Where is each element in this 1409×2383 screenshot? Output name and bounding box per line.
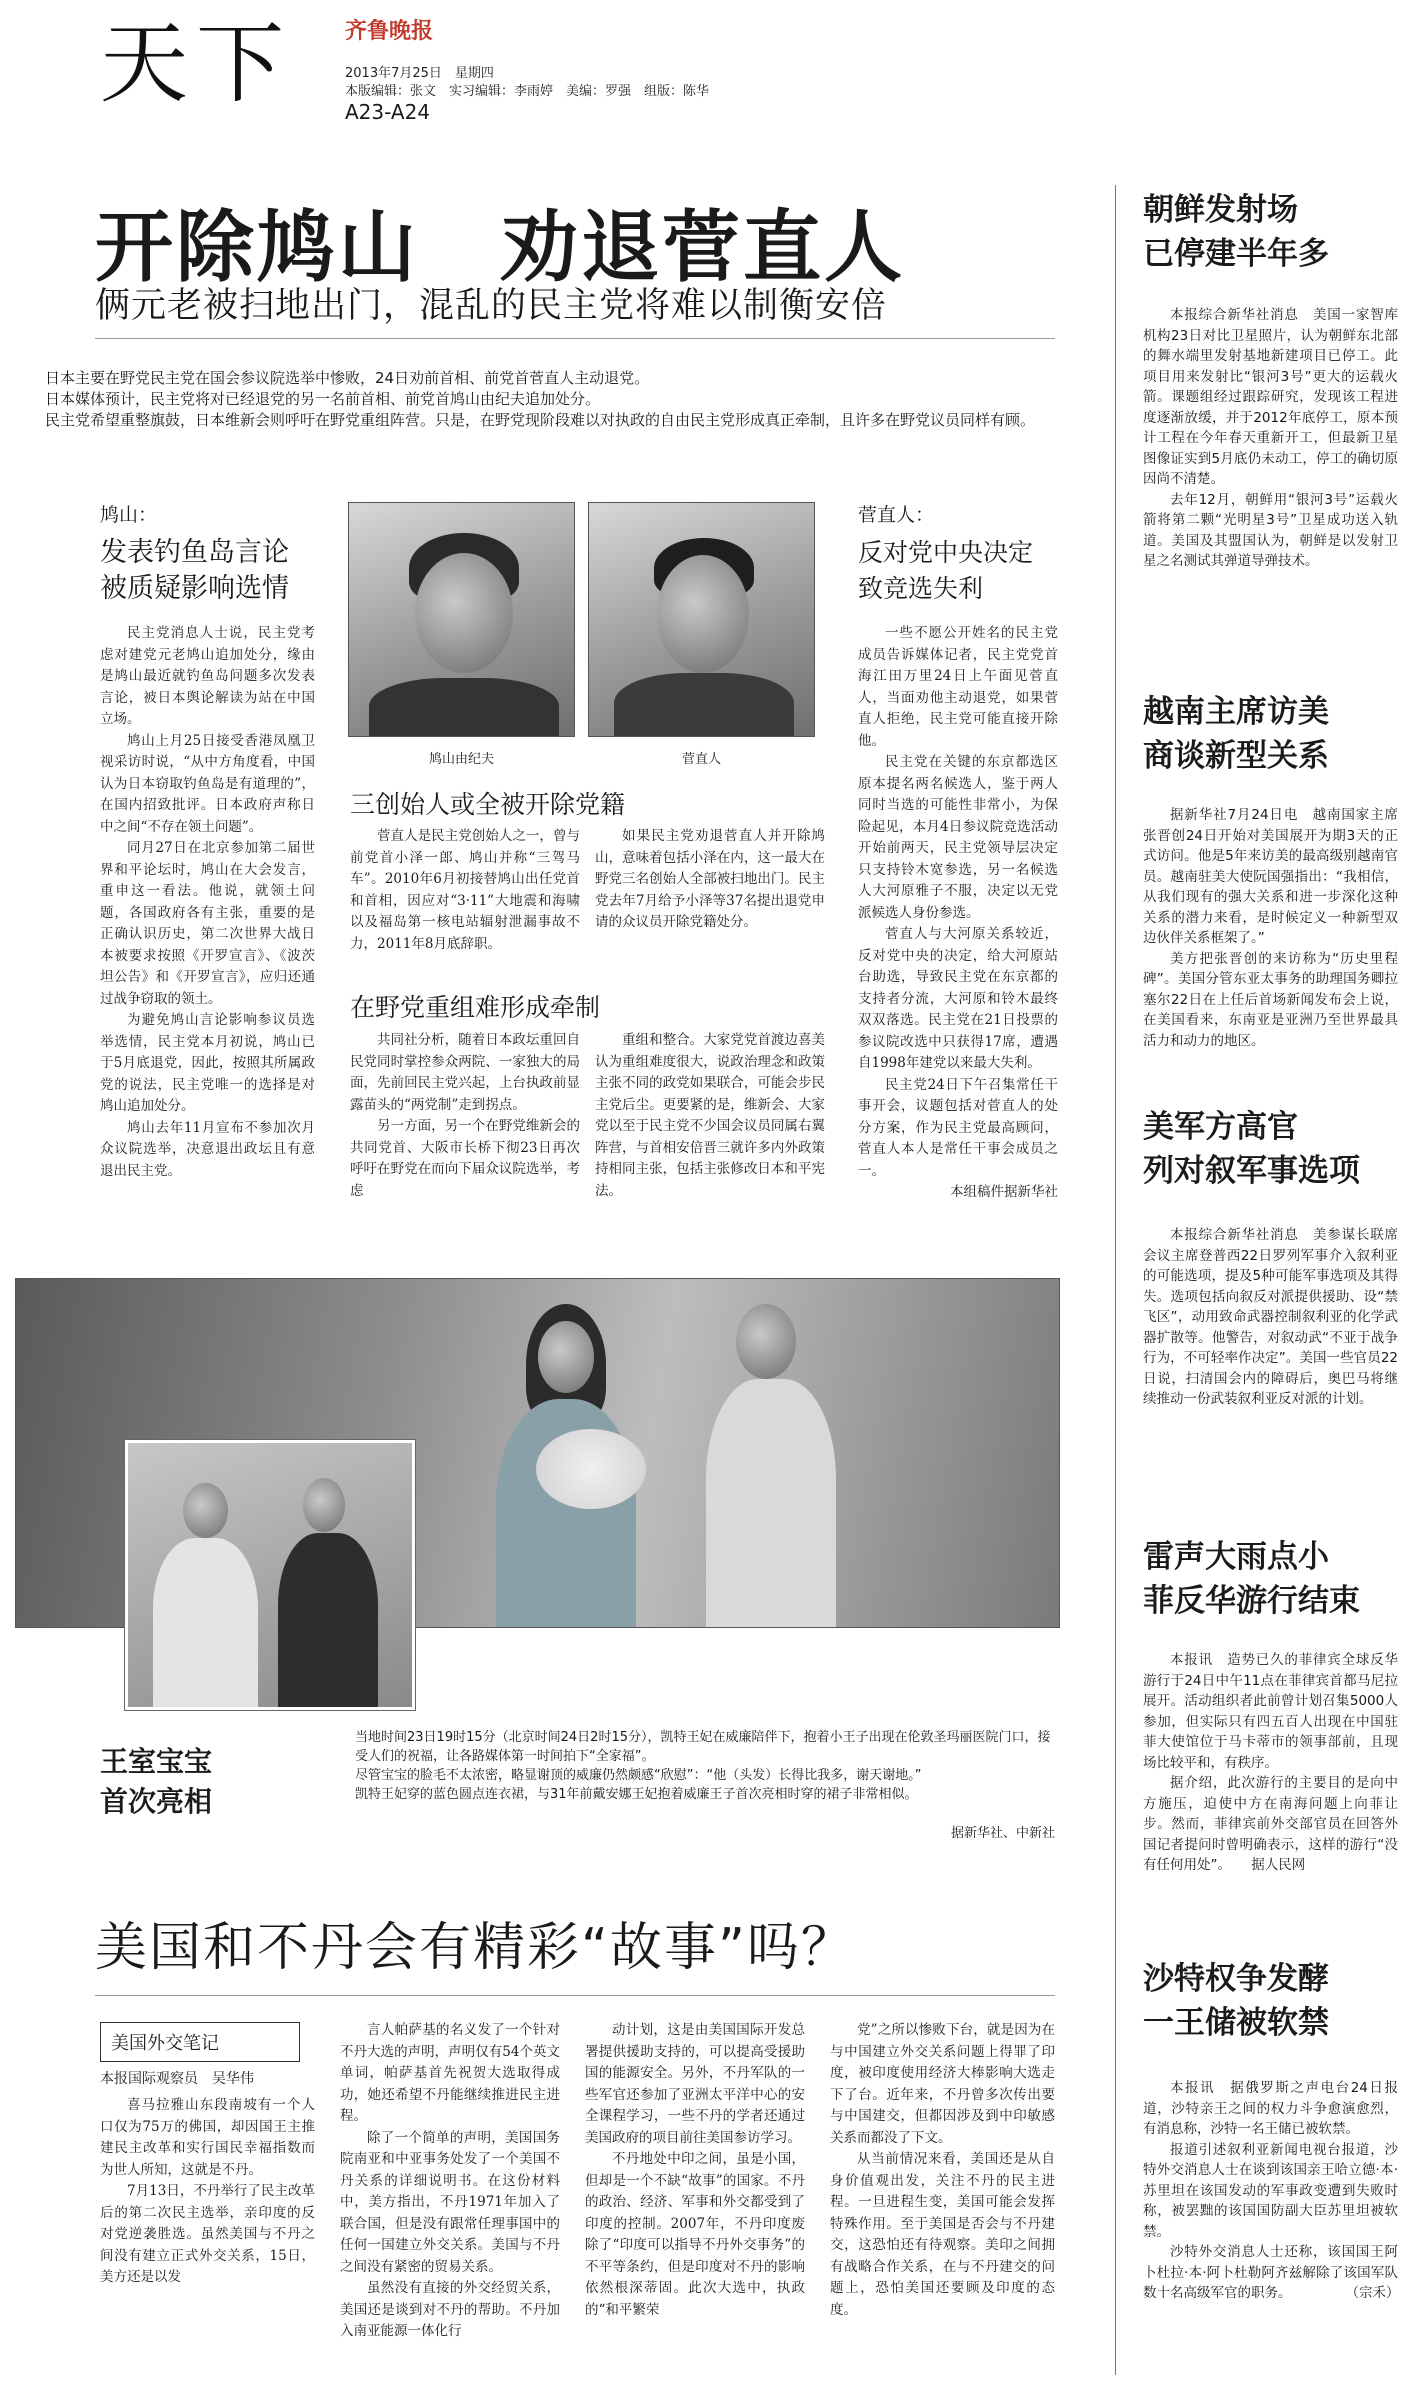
right-kicker: 菅直人：	[858, 504, 935, 526]
right-body	[858, 623, 1058, 1182]
paper-logo: 齐鲁晚报	[345, 18, 434, 44]
lead-paragraphs	[15, 368, 1055, 431]
body-paragraph: 一些不愿公开姓名的民主党成员告诉媒体记者，民主党党首海江田万里24日上午面见菅直人，当面劝他主动退党，如果菅直人拒绝，民主党可能直接开除他。	[858, 625, 1058, 749]
bhutan-col-4	[830, 2020, 1055, 2321]
body-paragraph: 如果民主党劝退菅直人并开除鸠山，意味着包括小泽在内，这一最大在野党三名创始人全部被扫地出门。民主党去年7月给予小泽等37名提出退党申请的众议员开除党籍处分。	[595, 828, 825, 930]
sidebar-body-5	[1143, 2078, 1398, 2304]
body-paragraph: 本报综合新华社消息 美参谋长联席会议主席登普西22日罗列军事介入叙利亚的可能选项，提及5种可能军事选项及其得失。选项包括向叙反对派提供援助、设“禁飞区”，动用致命武器控制叙利亚的化学武器扩散等。他警告，对叙动武“不亚于战争行为，不可轻率作决定”。美国一些官员22日说，扫清国会内的障碍后，奥巴马将继续推动一份武装叙利亚反对派的计划。	[1143, 1227, 1398, 1407]
sidebar-body-4	[1143, 1650, 1398, 1876]
center-2-col-b	[595, 1030, 825, 1202]
sidebar-divider	[1115, 185, 1116, 2375]
lead-subheadline: 俩元老被扫地出门，混乱的民主党将难以制衡安倍	[95, 286, 888, 326]
kan-photo	[588, 502, 815, 737]
royal-label: 王室宝宝 首次亮相	[100, 1745, 213, 1818]
section-title: 天下	[100, 12, 293, 115]
body-paragraph: 不丹地处中印之间，虽是小国，但却是一个不缺“故事”的国家。不丹的政治、经济、军事和外交都受到了印度的控制。2007年，不丹印度废除了“印度可以指导不丹外交事务”的不平等条约，但是印度对不丹的影响依然根深蒂固。此次大选中，执政的“和平繁荣	[585, 2151, 805, 2318]
body-paragraph: 虽然没有直接的外交经贸关系，美国还是谈到对不丹的帮助。不丹加入南亚能源一体化行	[340, 2280, 560, 2339]
center-1-col-a	[350, 826, 580, 955]
royal-caption: 当地时间23日19时15分（北京时间24日2时15分），凯特王妃在威廉陪伴下，抱着小王子出现在伦敦圣玛丽医院门口，接受人们的祝福，让各路媒体第一时间拍下“全家福”。 尽管宝宝的脸毛不太浓密，略显谢顶的威廉仍然颇感“欣慰”：“他（头发）长得比我多，谢天谢地。” 凯特王妃穿的蓝色圆点连衣裙，与31年前戴安娜王妃抱着威廉王子首次亮相时穿的裙子非常相似。	[355, 1730, 1051, 1802]
diana-1982-photo	[125, 1440, 415, 1710]
center-2-col-a	[350, 1030, 580, 1202]
center-heading-2: 在野党重组难形成牵制	[350, 993, 601, 1022]
body-paragraph: 鸠山上月25日接受香港凤凰卫视采访时说，“从中方角度看，中国认为日本窃取钓鱼岛是有道理的”，在国内招致批评。日本政府声称日中之间“不存在领土问题”。	[100, 732, 315, 835]
right-heading: 反对党中央决定 致竞选失利	[858, 538, 1034, 603]
body-paragraph: 民主党消息人士说，民主党考虑对建党元老鸠山追加处分，缘由是鸠山最近就钓鱼岛问题多次发表言论，被日本舆论解读为站在中国立场。	[100, 625, 315, 727]
date-line: 2013年7月25日 星期四	[345, 66, 494, 81]
body-paragraph: 去年12月，朝鲜用“银河3号”运载火箭将第二颗“光明星3号”卫星成功送入轨道。美国及其盟国认为，朝鲜是以发射卫星之名测试其弹道导弹技术。	[1143, 491, 1398, 569]
body-paragraph: 同月27日在北京参加第二届世界和平论坛时，鸠山在大会发言，重申这一看法。他说，就领土问题，各国政府各有主张，重要的是正确认识历史，第二次世界大战日本被要求按照《开罗宣言》、《波茨坦公告》和《开罗宣言》，应归还通过战争窃取的领土。	[100, 840, 315, 1007]
body-paragraph: 报道引述叙利亚新闻电视台报道，沙特外交消息人士在谈到该国亲王哈立德·本·苏里坦在该国发动的军事政变遭到失败时称，被罢黜的该国国防副大臣苏里坦被软禁。	[1143, 2141, 1398, 2240]
lead-paragraph: 民主党希望重整旗鼓，日本维新会则呼吁在野党重组阵营。只是，在野党现阶段难以对执政的自由民主党形成真正牵制，且许多在野党议员同样有顾。	[45, 411, 1036, 429]
sidebar-body-1	[1143, 305, 1398, 572]
body-paragraph: 本报讯 造势已久的菲律宾全球反华游行于24日中午11点在菲律宾首都马尼拉展开。活动组织者此前曾计划召集5000人参加，但实际只有四五百人出现在中国驻菲大使馆位于马卡蒂市的领事部前，且现场比较平和，有秩序。	[1143, 1652, 1398, 1771]
bhutan-col-1	[100, 2095, 315, 2289]
body-paragraph: 鸠山去年11月宣布不参加次月众议院选举，决意退出政坛且有意退出民主党。	[100, 1119, 315, 1179]
body-paragraph: 本报讯 据俄罗斯之声电台24日报道，沙特亲王之间的权力斗争愈演愈烈，有消息称，沙特一名王储已被软禁。	[1143, 2080, 1398, 2137]
body-paragraph: 共同社分析，随着日本政坛重回自民党同时掌控参众两院、一家独大的局面，先前回民主党兴起，上台执政前显露苗头的“两党制”走到拐点。	[350, 1032, 580, 1113]
left-kicker: 鸠山：	[100, 504, 158, 526]
body-paragraph: 党”之所以惨败下台，就是因为在与中国建立外交关系问题上得罪了印度，被印度使用经济大棒影响大选走下了台。近年来，不丹曾多次传出要与中国建交，但都因涉及到中印敏感关系而都没了下文。	[830, 2022, 1055, 2146]
column-label-box: 美国外交笔记	[100, 2022, 300, 2062]
body-paragraph: 据介绍，此次游行的主要目的是向中方施压，迫使中方在南海问题上向菲让步。然而，菲律宾前外交部官员在回答外国记者提问时曾明确表示，这样的游行“没有任何用处”。 据人民网	[1143, 1775, 1398, 1873]
sidebar-heading-4: 雷声大雨点小 菲反华游行结束	[1143, 1539, 1360, 1619]
kan-caption: 菅直人	[681, 752, 721, 767]
body-paragraph: 重组和整合。大家党党首渡边喜美认为重组难度很大，说政治理念和政策主张不同的政党如果联合，可能会步民主党后尘。更要紧的是，维新会、大家党以至于民主党不少国会议员同属右翼阵营，与首相安倍晋三就许多内外政策持相同主张，包括主张修改日本和平宪法。	[595, 1032, 825, 1199]
body-paragraph: 言人帕萨基的名义发了一个针对不丹大选的声明，声明仅有54个英文单词，帕萨基首先祝贺大选取得成功，她还希望不丹能继续推进民主进程。	[340, 2022, 560, 2124]
body-paragraph: 美方把张晋创的来访称为“历史里程碑”。美国分管东亚太事务的助理国务卿拉塞尔22日在上任后首场新闻发布会上说，在美国看来，东南亚是亚洲乃至世界最具活力和动力的地区。	[1143, 950, 1398, 1049]
bhutan-byline: 本报国际观察员 吴华伟	[100, 2071, 254, 2087]
editor-line: 本版编辑：张文 实习编辑：李雨婷 美编：罗强 组版：陈华	[345, 84, 710, 99]
hatoyama-caption: 鸠山由纪夫	[428, 752, 494, 767]
body-paragraph: 从当前情况来看，美国还是从自身价值观出发，关注不丹的民主进程。一旦进程生变，美国可能会发挥特殊作用。至于美国是否会与不丹建交，这恐怕还有待观察。美印之间拥有战略合作关系，在与不丹建交的问题上，恐怕美国还要顾及印度的态度。	[830, 2151, 1055, 2318]
hatoyama-photo	[348, 502, 575, 737]
sidebar-body-2	[1143, 805, 1398, 1051]
sidebar-heading-2: 越南主席访美 商谈新型关系	[1143, 694, 1329, 774]
sidebar-heading-3: 美军方高官 列对叙军事选项	[1143, 1109, 1360, 1189]
sidebar-heading-1: 朝鲜发射场 已停建半年多	[1143, 192, 1329, 272]
center-1-col-b	[595, 826, 825, 934]
body-paragraph: 为避免鸠山言论影响参议员选举选情，民主党本月初说，鸠山已于5月底退党，因此，按照其所属政党的说法，民主党唯一的选择是对鸠山追加处分。	[100, 1012, 315, 1114]
body-paragraph: 另一方面，另一个在野党维新会的共同党首、大阪市长桥下彻23日再次呼吁在野党在而向下届众议院选举，考虑	[350, 1118, 580, 1199]
center-heading-1: 三创始人或全被开除党籍	[350, 790, 626, 819]
royal-credit: 据新华社、中新社	[950, 1826, 1055, 1841]
body-paragraph: 民主党24日下午召集常任干事开会，议题包括对菅直人的处分方案，作为民主党最高顾问，菅直人本人是常任干事会成员之一。	[858, 1076, 1058, 1179]
right-column	[858, 500, 1058, 1204]
body-paragraph: 7月13日，不丹举行了民主改革后的第二次民主选举，亲印度的反对党逆袭胜选。虽然美国与不丹之间没有建立正式外交关系，15日，美方还是以发	[100, 2183, 315, 2285]
left-heading: 发表钓鱼岛言论 被质疑影响选情	[100, 537, 289, 604]
bhutan-col-3	[585, 2020, 805, 2321]
lead-headline: 开除鸠山 劝退菅直人	[95, 203, 906, 293]
body-paragraph: 沙特外交消息人士还称，该国国王阿卜杜拉·本·阿卜杜勒阿齐兹解除了该国军队数十名高级军官的职务。 （宗禾）	[1143, 2244, 1400, 2301]
sidebar-body-3	[1143, 1225, 1398, 1410]
bhutan-col-2	[340, 2020, 560, 2343]
page-range: A23-A24	[345, 100, 431, 124]
headline-rule	[95, 338, 1055, 339]
body-paragraph: 喜马拉雅山东段南坡有一个人口仅为75万的佛国，却因国王主推建民主改革和实行国民幸福指数而为世人所知，这就是不丹。	[100, 2097, 315, 2178]
bhutan-headline: 美国和不丹会有精彩“故事”吗？	[95, 1918, 855, 1978]
body-paragraph: 本报综合新华社消息 美国一家智库机构23日对比卫星照片，认为朝鲜东北部的舞水端里发射基地新建项目已停工。此项目用来发射比“银河3号”更大的运载火箭。课题组经过跟踪研究，发现该工程进度逐渐放缓，并于2012年底停工，原本预计工程在今年春天重新开工，但最新卫星图像证实到5月底仍未动工，停工的确切原因尚不清楚。	[1143, 307, 1398, 487]
left-column	[100, 500, 315, 1182]
body-paragraph: 动计划，这是由美国国际开发总署提供援助支持的，可以提高受援助国的能源安全。另外，不丹军队的一些军官还参加了亚洲太平洋中心的安全课程学习，一些不丹的学者还通过美国政府的项目前往美国参访学习。	[585, 2022, 805, 2146]
left-body	[100, 623, 315, 1182]
body-paragraph: 除了一个简单的声明，美国国务院南亚和中亚事务处发了一个美国不丹关系的详细说明书。在这份材料中，美方指出，不丹1971年加入了联合国，但是没有跟常任理事国中的任何一国建立外交关系。美国与不丹之间没有紧密的贸易关系。	[340, 2129, 560, 2275]
sidebar-heading-5: 沙特权争发酵 一王储被软禁	[1143, 1961, 1329, 2041]
body-paragraph: 菅直人与大河原关系较近，反对党中央的决定，给大河原站台助选，导致民主党在东京都的支持者分流，大河原和铃木最终双双落选。民主党在21日投票的参议院改选中只获得17席，遭遇自1998年建党以来最大失利。	[858, 926, 1058, 1071]
body-paragraph: 民主党在关键的东京都选区原本提名两名候选人，鉴于两人同时当选的可能性非常小，为保险起见，本月4日参议院竞选活动开始前两天，民主党领导层决定只支持铃木宽参选，另一名候选人大河原雅子不服，决定以无党派候选人身份参选。	[858, 754, 1058, 921]
body-paragraph: 菅直人是民主党创始人之一，曾与前党首小泽一郎、鸠山并称“三驾马车”。2010年6月初接替鸠山出任党首和首相，因应对“3·11”大地震和海啸以及福岛第一核电站辐射泄漏事故不力，2011年8月底辞职。	[350, 828, 580, 952]
right-credit: 本组稿件据新华社	[950, 1184, 1058, 1200]
lead-paragraph: 日本主要在野党民主党在国会参议院选举中惨败，24日劝前首相、前党首菅直人主动退党。	[45, 369, 650, 387]
lead-paragraph: 日本媒体预计，民主党将对已经退党的另一名前首相、前党首鸠山由纪夫追加处分。	[45, 390, 601, 408]
bhutan-rule	[95, 1995, 1055, 1996]
body-paragraph: 据新华社7月24日电 越南国家主席张晋创24日开始对美国展开为期3天的正式访问。他是5年来访美的最高级别越南官员。越南驻美大使阮国强指出：“我相信，从我们现有的强大关系和进一步深化这种关系的潜力来看，是时候定义一种新型双边伙伴关系框架了。”	[1143, 807, 1398, 946]
